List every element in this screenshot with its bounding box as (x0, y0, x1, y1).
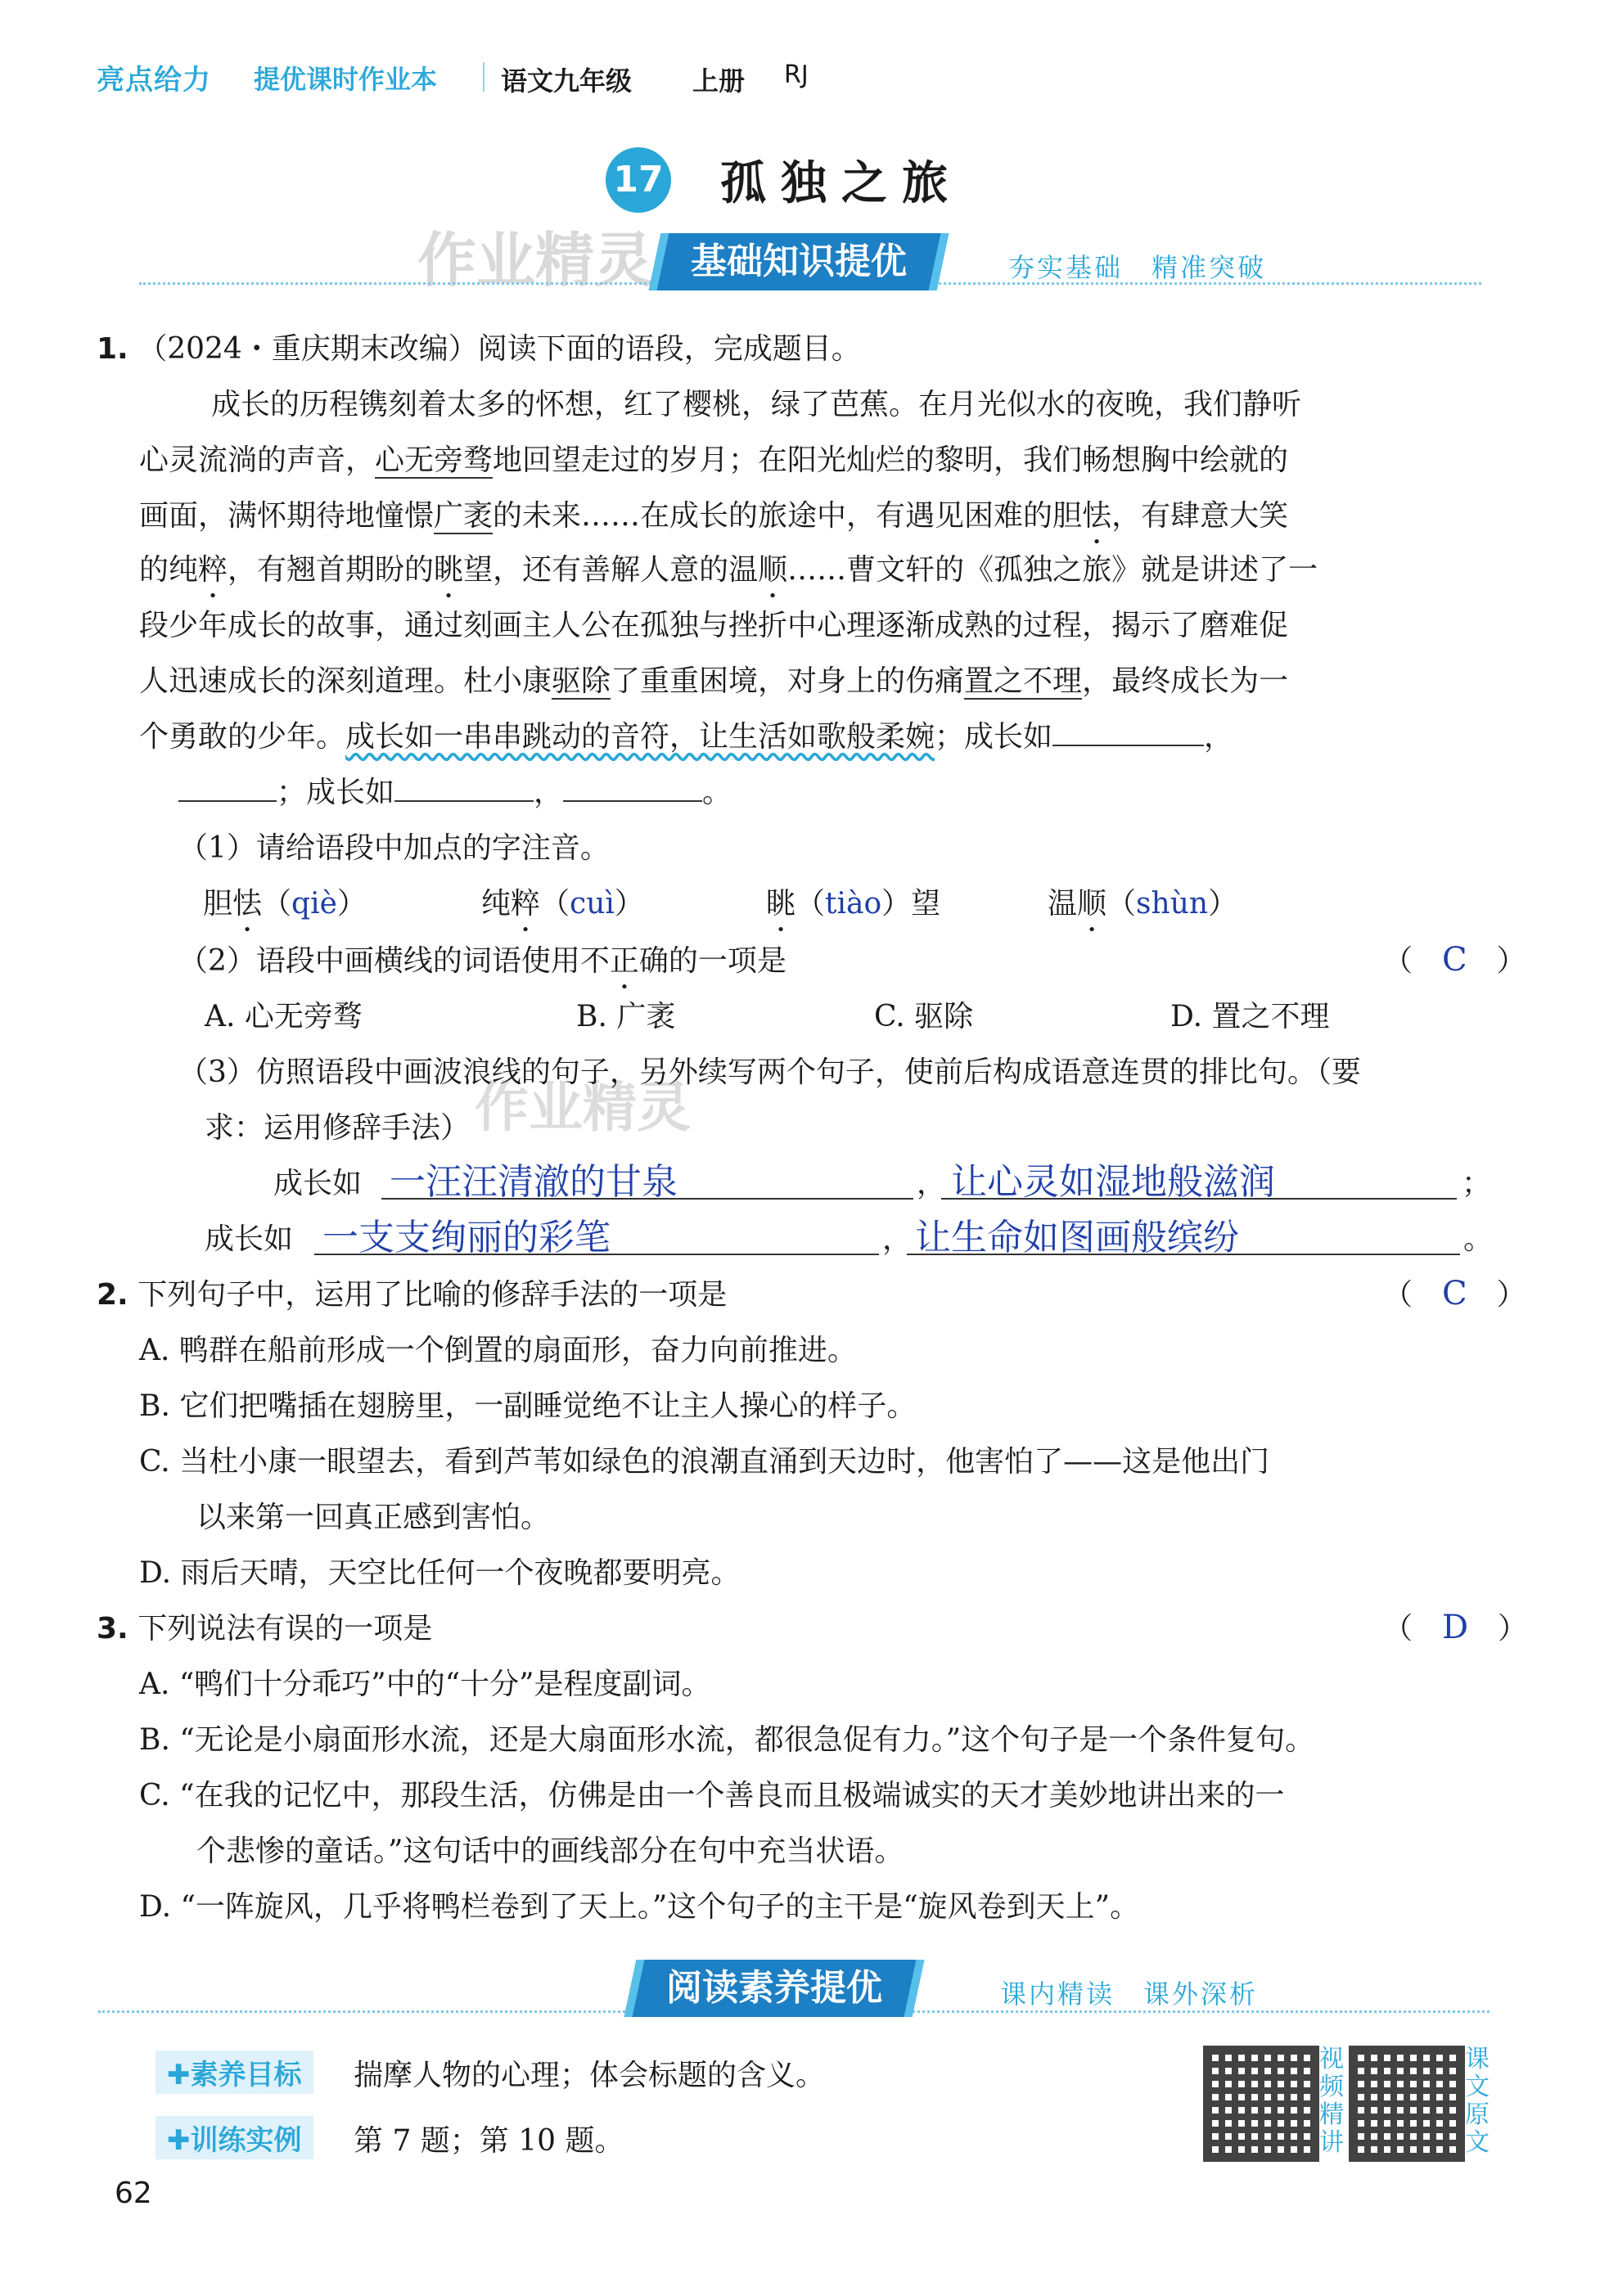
section-tag-basics: 夯实基础 精准突破 (1008, 252, 1267, 283)
practice-text: 第 7 题；第 10 题。 (354, 2124, 624, 2158)
punct: ， (882, 1222, 913, 1256)
option: D. 雨后天晴，天空比任何一个夜晚都要明亮。 (139, 1556, 741, 1590)
sub-question-1-3: （3）仿照语段中画波浪线的句子，另外续写两个句子，使前后构成语意连贯的排比句。（要 (178, 1056, 1361, 1089)
answer-prefix: 成长如 (205, 1222, 294, 1256)
watermark: 作业精灵 (475, 1076, 691, 1139)
edition-label: RJ (784, 61, 809, 89)
option: C. 驱除 (874, 1000, 974, 1033)
option: A. 鸭群在船前形成一个倒置的扇面形，奋力向前推进。 (139, 1334, 857, 1367)
passage-line: 段少年成长的故事，通过刻画主人公在孤独与挫折中心理逐渐成熟的过程，揭示了磨难促 (139, 609, 1289, 642)
passage-line: 成长的历程镌刻着太多的怀想，红了樱桃，绿了芭蕉。在月光似水的夜晚，我们静听 (211, 388, 1302, 421)
practice-label: ✚训练实例 (155, 2116, 313, 2159)
qr-code-text[interactable] (1349, 2046, 1465, 2162)
page-number: 62 (115, 2177, 152, 2210)
option: A. 心无旁骛 (205, 1000, 363, 1033)
passage-line: ；成长如 ， 。 (178, 769, 732, 811)
sub-question-1-2: （2）语段中画横线的词语使用不正确的一项是 (178, 944, 786, 978)
qr-label-text: 课文原文 (1465, 2045, 1490, 2157)
series-name: 提优课时作业本 (254, 64, 438, 95)
punct: ， (917, 1167, 947, 1200)
question-2: 2. 下列句子中，运用了比喻的修辞手法的一项是 (97, 1278, 728, 1312)
lesson-number-badge: 17 (606, 147, 671, 213)
qr-label-video: 视频精讲 (1319, 2045, 1344, 2157)
pinyin-answer[interactable]: shùn (1136, 887, 1209, 921)
goal-label: ✚素养目标 (155, 2051, 313, 2094)
qr-code-video[interactable] (1203, 2046, 1319, 2162)
option: D. “一阵旋风，几乎将鸭栏卷到了天上。”这个句子的主干是“旋风卷到天上”。 (139, 1890, 1140, 1924)
passage-line: 人迅速成长的深刻道理。杜小康驱除了重重困境，对身上的伤痛置之不理，最终成长为一 (139, 664, 1289, 698)
question-3: 3. 下列说法有误的一项是 (97, 1612, 433, 1645)
option: B. “无论是小扇面形水流，还是大扇面形水流，都很急促有力。”这个句子是一个条件复句。 (139, 1723, 1315, 1757)
option: A. “鸭们十分乖巧”中的“十分”是程度副词。 (139, 1668, 711, 1701)
handwritten-answer: 让心灵如湿地般滋润 (951, 1161, 1275, 1203)
subject-label: 语文九年级 (501, 65, 633, 97)
pinyin-item: 温顺（shùn） (1048, 887, 1238, 921)
option-cont: 个悲惨的童话。”这句话中的画线部分在句中充当状语。 (196, 1835, 904, 1868)
pinyin-item: 胆怯（qiè） (203, 887, 367, 921)
pinyin-answer[interactable]: qiè (291, 887, 337, 921)
punct: ； (1462, 1167, 1492, 1200)
section-banner-basics: 基础知识提优 (649, 233, 949, 290)
section-tag-reading: 课内精读 课外深析 (1000, 1979, 1259, 2010)
option: C. 当杜小康一眼望去，看到芦苇如绿色的浪潮直涌到天边时，他害怕了——这是他出门 (139, 1445, 1270, 1479)
answer-bracket[interactable]: （ D ） (1383, 1609, 1528, 1646)
option-cont: 以来第一回真正感到害怕。 (196, 1501, 551, 1534)
answer-choice: C (1442, 941, 1467, 979)
handwritten-answer: 一支支绚丽的彩笔 (322, 1217, 611, 1258)
passage-line: 画面，满怀期待地憧憬广袤的未来……在成长的旅途中，有遇见困难的胆怯，有肆意大笑 (139, 499, 1289, 533)
handwritten-answer: 让生命如图画般缤纷 (915, 1217, 1239, 1258)
watermark: 作业精灵 (417, 226, 654, 295)
pinyin-item: 纯粹（cuì） (481, 887, 644, 921)
answer-bracket[interactable]: （ C ） (1383, 1275, 1526, 1312)
passage-line: 心灵流淌的声音，心无旁骛地回望走过的岁月；在阳光灿烂的黎明，我们畅想胸中绘就的 (139, 443, 1289, 477)
answer-choice: C (1442, 1275, 1467, 1312)
question-intro: （2024・重庆期末改编）阅读下面的语段，完成题目。 (137, 332, 861, 366)
option: C. “在我的记忆中，那段生活，仿佛是由一个善良而且极端诚实的天才美妙地讲出来的一 (139, 1779, 1285, 1812)
lesson-title: 孤独之旅 (720, 156, 962, 210)
option: D. 置之不理 (1170, 1000, 1330, 1033)
sub-question-1-1: （1）请给语段中加点的字注音。 (178, 831, 610, 865)
sub-question-1-3-cont: 求：运用修辞手法） (205, 1111, 471, 1145)
pinyin-item: 眺（tiào）望 (766, 887, 941, 921)
answer-bracket[interactable]: （ C ） (1383, 941, 1526, 979)
option: B. 它们把嘴插在翅膀里，一副睡觉绝不让主人操心的样子。 (139, 1389, 917, 1423)
header-divider (483, 62, 485, 92)
volume-label: 上册 (692, 65, 746, 97)
option: B. 广袤 (576, 1000, 676, 1033)
answer-choice: D (1442, 1609, 1469, 1646)
punct: 。 (1463, 1222, 1494, 1256)
brand-logo: 亮点给力 (97, 64, 211, 97)
goal-text: 揣摩人物的心理；体会标题的含义。 (354, 2059, 826, 2092)
pinyin-answer[interactable]: tiào (825, 887, 882, 921)
section-banner-reading: 阅读素养提优 (624, 1960, 925, 2017)
passage-line: 的纯粹，有翘首期盼的眺望，还有善解人意的温顺……曹文轩的《孤独之旅》就是讲述了一 (139, 553, 1318, 587)
pinyin-answer[interactable]: cuì (570, 887, 615, 921)
question-1-intro (97, 326, 861, 367)
question-number: 1. (97, 332, 128, 366)
answer-prefix: 成长如 (273, 1167, 363, 1200)
handwritten-answer: 一汪汪清澈的甘泉 (390, 1161, 678, 1203)
passage-line: 个勇敢的少年。成长如一串串跳动的音符，让生活如歌般柔婉；成长如 ， (139, 720, 1234, 754)
